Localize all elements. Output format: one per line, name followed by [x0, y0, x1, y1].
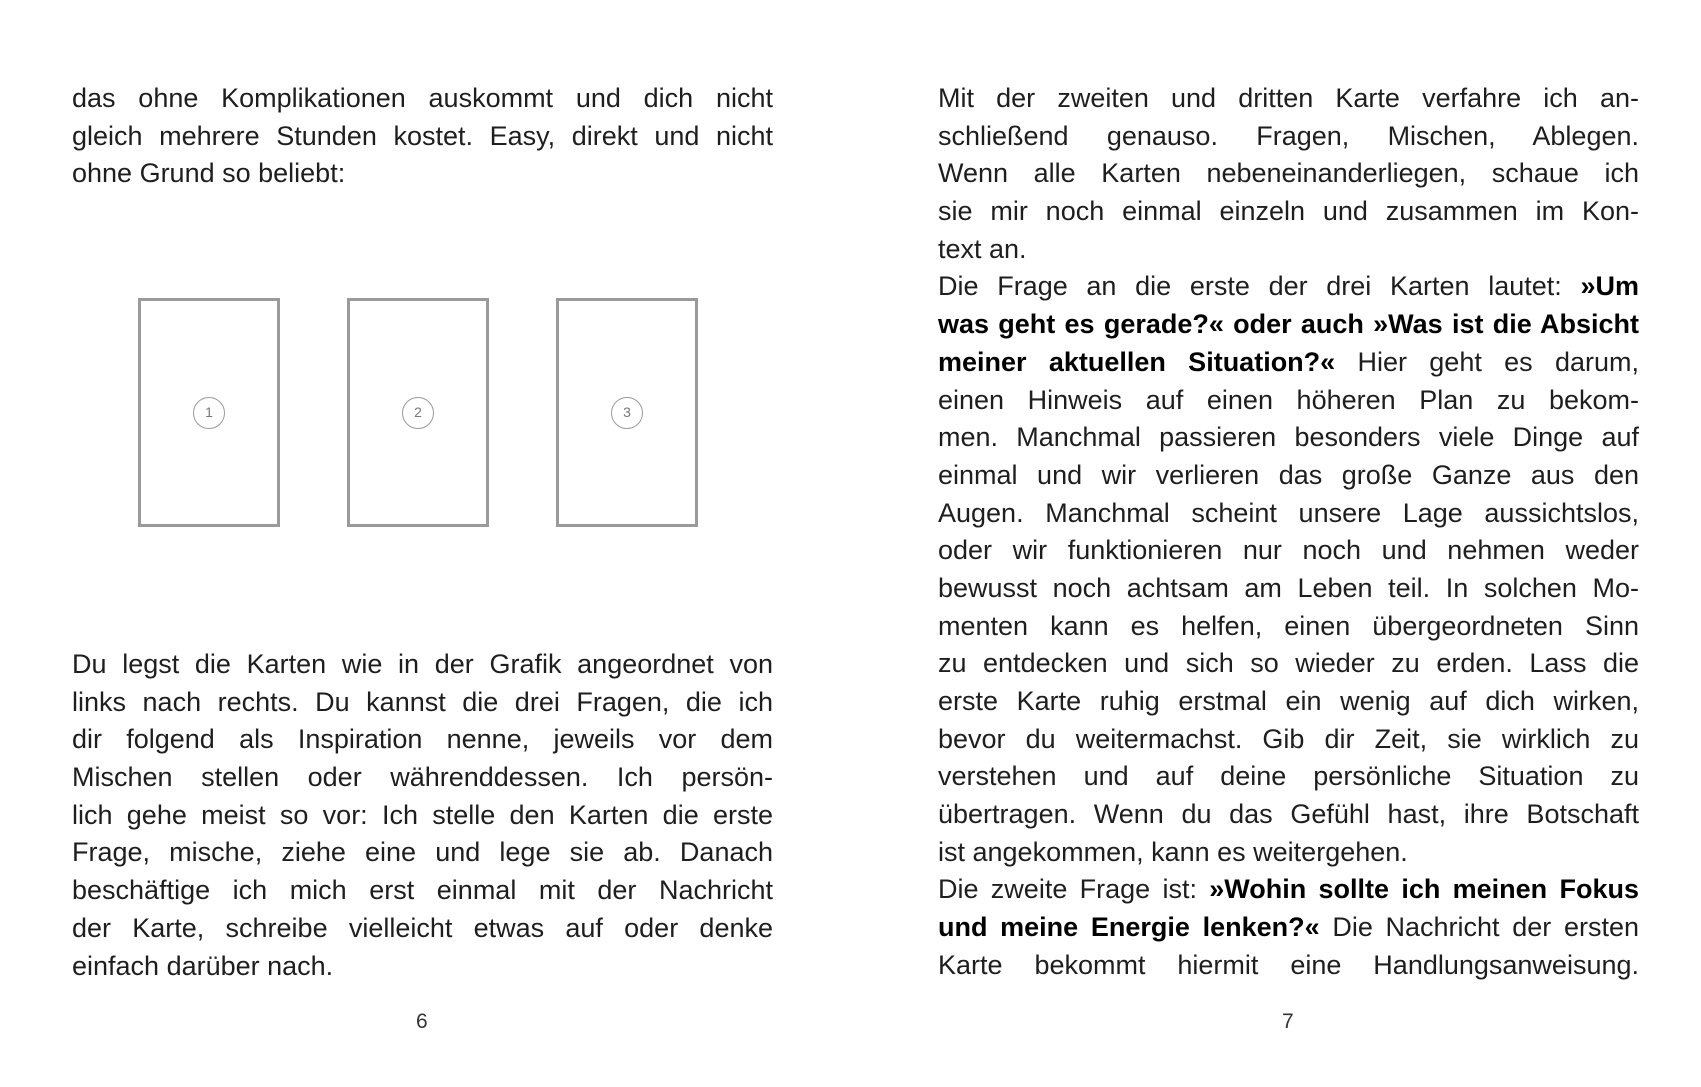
text-line [72, 721, 773, 759]
text-line [938, 683, 1639, 721]
bold-question-text: was geht es gerade?« oder auch »Was ist die Absicht [938, 309, 1639, 340]
text-segment: Mischen stellen oder währenddessen. Ich persön- [72, 762, 773, 793]
card-number-badge: 2 [402, 397, 434, 429]
text-line [938, 834, 1639, 872]
text-segment: men. Manchmal passieren besonders viele Dinge auf [938, 422, 1639, 453]
card-position-2 [347, 298, 489, 527]
text-line [938, 796, 1639, 834]
text-segment: links nach rechts. Du kannst die drei Fragen, die ich [72, 686, 773, 717]
text-line [72, 948, 773, 986]
text-segment: sie mir noch einmal einzeln und zusammen im Kon- [938, 196, 1639, 227]
text-segment: übertragen. Wenn du das Gefühl hast, ihre Botschaft [938, 799, 1639, 830]
text-segment: beschäftige ich mich erst einmal mit der Nachricht [72, 875, 773, 906]
text-segment: Mit der zweiten und dritten Karte verfahre ich an- [938, 83, 1639, 113]
bold-question-text: meiner aktuellen Situation?« [938, 346, 1336, 377]
card-position-1 [138, 298, 280, 527]
text-line [938, 118, 1639, 156]
text-line [938, 570, 1639, 608]
text-line [938, 758, 1639, 796]
text-segment: Die Frage an die erste der drei Karten lautet: [938, 271, 1581, 302]
text-segment: erste Karte ruhig erstmal ein wenig auf dich wirken, [938, 686, 1639, 716]
card-number-badge: 1 [193, 397, 225, 429]
right-page-body-text [938, 80, 1639, 985]
bold-question-text: »Um [1580, 271, 1639, 302]
text-segment: Karte bekommt hiermit eine Handlungsanweisung. [938, 949, 1639, 980]
text-segment: zu entdecken und sich so wieder zu erden. Lass die [938, 648, 1639, 679]
text-line [938, 306, 1639, 344]
text-line [938, 193, 1639, 231]
text-segment: bewusst noch achtsam am Leben teil. In solchen Mo- [938, 572, 1639, 603]
text-line [938, 268, 1639, 306]
text-line [938, 608, 1639, 646]
text-line [938, 419, 1639, 457]
text-line [938, 909, 1639, 947]
text-segment: gleich mehrere Stunden kostet. Easy, direkt und nicht [72, 120, 773, 151]
text-line [72, 118, 773, 156]
left-page-body-text [72, 646, 773, 985]
text-segment: bevor du weitermachst. Gib dir Zeit, sie wirklich zu [938, 723, 1639, 754]
text-segment: Die Nachricht der ersten [1319, 912, 1639, 943]
left-page-intro-text [72, 80, 773, 193]
text-line [72, 684, 773, 722]
bold-question-text: »Wohin sollte ich meinen Fokus [1209, 874, 1639, 905]
text-segment: schließend genauso. Fragen, Mischen, Ablegen. [938, 120, 1639, 151]
text-segment: lich gehe meist so vor: Ich stelle den Karten die erste [72, 799, 773, 830]
text-segment: oder wir funktionieren nur noch und nehmen weder [938, 535, 1639, 566]
text-line [72, 80, 773, 118]
text-line [938, 231, 1639, 269]
text-segment: einen Hinweis auf einen höheren Plan zu bekom- [938, 384, 1639, 415]
text-segment: Frage, mische, ziehe eine und lege sie ab. Danach [72, 837, 773, 868]
text-segment: ist angekommen, kann es weitergehen. [938, 836, 1408, 867]
text-line [72, 646, 773, 684]
text-segment: das ohne Komplikationen auskommt und dich nicht [72, 83, 773, 113]
text-line [938, 155, 1639, 193]
text-line [72, 759, 773, 797]
text-line [938, 947, 1639, 985]
text-segment: text an. [938, 233, 1027, 264]
text-segment: einmal und wir verlieren das große Ganze aus den [938, 459, 1639, 490]
text-line [938, 495, 1639, 533]
text-segment: Augen. Manchmal scheint unsere Lage aussichtslos, [938, 497, 1639, 528]
text-segment: einfach darüber nach. [72, 950, 334, 981]
page-number-left: 6 [416, 1010, 428, 1033]
text-segment: Die zweite Frage ist: [938, 874, 1210, 905]
text-line [72, 872, 773, 910]
text-line [938, 645, 1639, 683]
text-segment: ohne Grund so beliebt: [72, 158, 346, 189]
text-line [72, 155, 773, 193]
text-line [938, 721, 1639, 759]
text-line [938, 871, 1639, 909]
card-position-3 [556, 298, 698, 527]
text-segment: verstehen und auf deine persönliche Situation zu [938, 761, 1639, 792]
text-line [72, 834, 773, 872]
text-segment: dir folgend als Inspiration nenne, jeweils vor dem [72, 724, 773, 755]
text-segment: menten kann es helfen, einen übergeordneten Sinn [938, 610, 1639, 641]
text-segment: Wenn alle Karten nebeneinanderliegen, schaue ich [938, 158, 1639, 189]
text-line [72, 910, 773, 948]
text-line [938, 532, 1639, 570]
text-segment: Du legst die Karten wie in der Grafik angeordnet von [72, 649, 773, 679]
page-number-right: 7 [1282, 1010, 1294, 1033]
bold-question-text: und meine Energie lenken?« [938, 912, 1320, 943]
text-line [938, 382, 1639, 420]
text-line [72, 797, 773, 835]
text-segment: der Karte, schreibe vielleicht etwas auf oder denke [72, 912, 773, 943]
text-line [938, 344, 1639, 382]
text-line [938, 80, 1639, 118]
text-segment: Hier geht es darum, [1335, 346, 1639, 377]
text-line [938, 457, 1639, 495]
card-number-badge: 3 [611, 397, 643, 429]
